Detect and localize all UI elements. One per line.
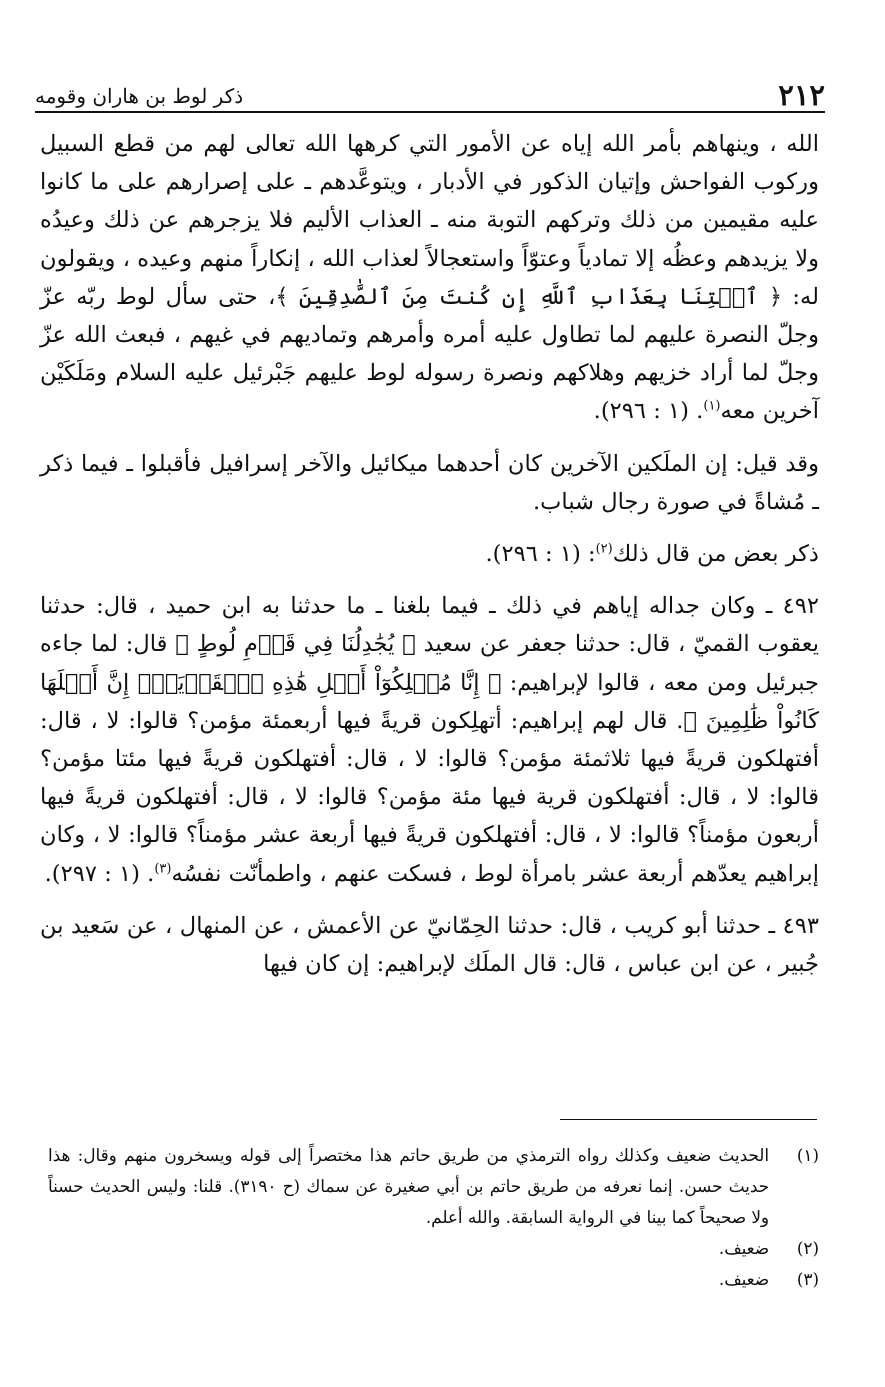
text-segment: قال: لما جاءه جبرئيل ومن معه ، قالوا لإبراهيم:	[40, 631, 819, 696]
text-segment: الله ، وينهاهم بأمر الله إياه عن الأمور التي كرهها الله تعالى لهم من قطع السبيل وركوب الفواحش وإتيان الذكور في الأدبار ، ويتوعَّدهم ـ على إصرارهم على ما كانوا عليه مقيمين من ذلك وتركهم التوبة منه ـ العذاب الأليم فلا يزجرهم عن ذلك وعيدُه ولا يزيدهم وعظُه إلا تمادياً وعتوّاً واستعجالاً لعذاب الله ، إنكاراً منهم وعيده ، ويقولون له:	[40, 131, 819, 310]
footnote-number: (١)	[796, 1145, 819, 1165]
footnote-rule	[560, 1119, 817, 1120]
page-number: ٢١٢	[778, 78, 825, 112]
text-segment: . قال لهم إبراهيم: أتهلِكون قريةً فيها أربعمئة مؤمن؟ قالوا: لا ، قال: أفتهلكون قريةً فيها ثلاثمئة مؤمن؟ قالوا: لا ، قال: أفتهلكون قريةً فيها مئتا مؤمن؟ قالوا: لا ، قال: أفتهلكون قرية فيها مئة مؤمن؟ قالوا: لا ، قال: أفتهلكون قريةً فيها أربعون مؤمناً؟ قالوا: لا ، قال: أفتهلكون قريةً فيها أربعة عشر مؤمناً؟ قالوا: لا ، وكان إبراهيم يعدّهم أربعة عشر بامرأة لوط ، فسكت عنهم ، واطمأنّت نفسُه	[40, 707, 819, 887]
footnote-text: الحديث ضعيف وكذلك رواه الترمذي من طريق حاتم هذا مختصراً إلى قوله ويسخرون منهم وقال: هذا حديث حسن. إنما نعرفه من طريق حاتم بن أبي صغيرة عن سماك (ح ٣١٩٠). قلنا: وليس الحديث حسناً ولا صحيحاً كما بينا في الرواية السابقة. والله أعلم.	[48, 1145, 770, 1227]
quran-quote: ﴿ إِنَّا مُهۡلِكُوٓاْ أَهۡلِ هَٰذِهِ ٱلۡقَرۡيَةِۖ إِنَّ أَهۡلَهَا كَانُواْ ظَٰلِمِينَ ﴾	[40, 669, 820, 734]
paragraph	[40, 907, 819, 983]
text-segment: ذكر بعض من قال ذلك	[612, 541, 819, 568]
footnote	[48, 1233, 819, 1264]
footnote-reference: (٢)	[595, 541, 613, 557]
page-header	[35, 66, 825, 110]
text-segment: . (١ : ٢٩٧).	[44, 860, 155, 887]
running-title: ذكر لوط بن هاران وقومه	[35, 84, 244, 108]
paragraph	[40, 587, 819, 893]
text-segment: ٤٩٣ ـ حدثنا أبو كريب ، قال: حدثنا الحِمّانيّ عن الأعمش ، عن المنهال ، عن سَعيد بن جُبير ، عن ابن عباس ، قال: قال الملَك لإبراهيم: إن كان فيها	[40, 912, 819, 978]
paragraph	[40, 125, 819, 431]
text-segment: . (١ : ٢٩٦).	[593, 398, 704, 425]
footnote-number: (٣)	[796, 1269, 819, 1289]
paragraph	[40, 445, 819, 521]
footnote	[48, 1140, 819, 1233]
paragraph	[40, 535, 819, 573]
quran-quote: ﴿ ٱئۡتِنَا بِعَذَابِ ٱللَّهِ إِن كُنتَ مِنَ ٱلصَّٰدِقِينَ ﴾	[275, 283, 783, 310]
text-segment: ٤٩٢ ـ وكان جداله إياهم في ذلك ـ فيما بلغنا ـ ما حدثنا به ابن حميد ، قال: حدثنا يعقوب القميّ ، قال: حدثنا جعفر عن سعيد	[40, 593, 819, 658]
footnote-reference: (١)	[703, 398, 721, 414]
quran-quote: ﴿ يُجَٰدِلُنَا فِي قَوۡمِ لُوطٍ ﴾	[175, 631, 416, 658]
main-text	[40, 125, 819, 997]
header-rule	[35, 111, 825, 113]
footnote-text: ضعيف.	[718, 1238, 769, 1258]
footnotes	[48, 1140, 819, 1295]
footnote	[48, 1264, 819, 1295]
text-segment: : (١ : ٢٩٦).	[485, 541, 596, 568]
footnote-reference: (٣)	[154, 861, 172, 877]
footnote-number: (٢)	[796, 1238, 819, 1258]
text-segment: ، حتى سأل لوط ربّه عزّ وجلّ النصرة عليهم لما تطاول عليه أمره وأمرهم وتماديهم في غيهم ، فبعث الله عزّ وجلّ لما أراد خزيهم وهلاكهم ونصرة رسوله لوط عليهم جَبْرئيل عليه السلام ومَلَكَيْن آخرين معه	[40, 283, 819, 425]
text-segment: وقد قيل: إن الملَكين الآخرين كان أحدهما ميكائيل والآخر إسرافيل فأقبلوا ـ فيما ذكر ـ مُشاةً في صورة رجال شباب.	[40, 450, 819, 515]
footnote-text: ضعيف.	[718, 1269, 769, 1289]
